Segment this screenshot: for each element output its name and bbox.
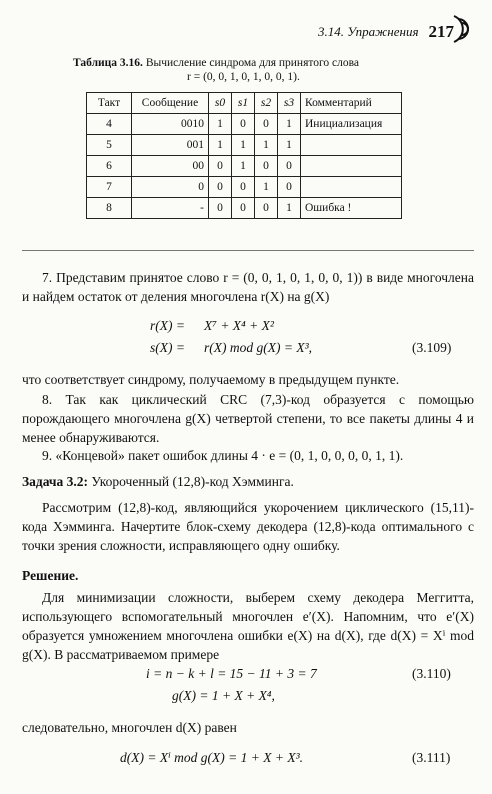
header-cell: Такт	[87, 93, 132, 114]
divider	[22, 250, 474, 251]
table-cell: 6	[87, 156, 132, 177]
equation-i: i = n − k + l = 15 − 11 + 3 = 7	[146, 666, 317, 681]
solution-paragraph-2: следовательно, многочлен d(X) равен	[22, 720, 237, 735]
equation-number: (3.111)	[412, 750, 451, 765]
header-cell: s2	[255, 93, 278, 114]
table-row	[87, 114, 402, 135]
table-cell	[301, 177, 402, 198]
table-caption	[73, 56, 443, 84]
table-cell: 0010	[132, 114, 209, 135]
table-cell	[301, 135, 402, 156]
table-cell: 1	[209, 114, 232, 135]
equation-number: (3.110)	[412, 666, 451, 681]
page-number	[429, 22, 465, 42]
table-row	[87, 177, 402, 198]
table-cell: 0	[209, 198, 232, 219]
header-cell: s3	[278, 93, 301, 114]
table-cell: 0	[255, 198, 278, 219]
syndrome-table	[86, 92, 402, 219]
table-cell: 1	[278, 114, 301, 135]
table-cell: 5	[87, 135, 132, 156]
table-cell: 1	[255, 177, 278, 198]
table-cell: 1	[278, 135, 301, 156]
solution-paragraph-1: Для минимизации сложности, выберем схему декодера Меггитта, использующего вспомогательный многочлен e′(X). Напомним, что e′(X) образуется умножением многочлена ошибки e(X) на d(X), где d(X) = Xⁱ mod g(X). В рассматриваемом примере	[22, 590, 474, 662]
equation-g: g(X) = 1 + X + X⁴,	[172, 688, 275, 703]
table-cell: 0	[255, 114, 278, 135]
table-header-row	[87, 93, 402, 114]
header-cell: s0	[209, 93, 232, 114]
table-caption-text: Вычисление синдрома для принятого слова	[145, 57, 360, 69]
table-cell: 0	[209, 177, 232, 198]
task-body: Рассмотрим (12,8)-код, являющийся укорочением циклического (15,11)-кода Хэмминга. Начертите блок-схему декодера (12,8)-кода оптимального с точки зрения сложности, исправляющего одну ошибку.	[22, 500, 474, 553]
paragraph-8: 8. Так как циклический CRC (7,3)-код образуется с помощью порождающего многочлена g(X) четвертой степени, то все пакеты длины 4 и менее обнаруживаются.	[22, 392, 474, 445]
table-cell: 0	[209, 156, 232, 177]
table-cell: 8	[87, 198, 132, 219]
table-caption-label: Таблица 3.16.	[73, 57, 143, 69]
table-cell	[301, 156, 402, 177]
table-caption-line2: r = (0, 0, 1, 0, 1, 0, 0, 1).	[187, 71, 300, 83]
table-cell: 0	[232, 177, 255, 198]
table-cell: 1	[255, 135, 278, 156]
table-cell: 0	[232, 114, 255, 135]
table-cell: 0	[132, 177, 209, 198]
table-cell: 1	[278, 198, 301, 219]
running-header	[318, 22, 464, 42]
equation-r-rhs: X⁷ + X⁴ + X²	[204, 318, 274, 333]
table-row	[87, 156, 402, 177]
paragraph-9: 9. «Концевой» пакет ошибок длины 4 · e = (0, 1, 0, 0, 0, 0, 1, 1).	[42, 448, 404, 463]
section-title: 3.14. Упражнения	[318, 24, 419, 39]
task-heading	[22, 472, 474, 491]
page-number-text: 217	[428, 22, 454, 41]
equation-d: d(X) = Xⁱ mod g(X) = 1 + X + X³.	[120, 750, 304, 765]
table-cell: -	[132, 198, 209, 219]
equation-number: (3.109)	[412, 340, 452, 355]
table-cell: Ошибка !	[301, 198, 402, 219]
header-cell: s1	[232, 93, 255, 114]
table-cell: 001	[132, 135, 209, 156]
table-cell: 0	[278, 177, 301, 198]
page-ornament-icon	[452, 14, 472, 44]
table-cell: 7	[87, 177, 132, 198]
header-cell: Комментарий	[301, 93, 402, 114]
equation-s-lhs: s(X) =	[150, 340, 185, 355]
table-cell: 1	[232, 156, 255, 177]
paragraph-7b: что соответствует синдрому, получаемому в предыдущем пункте.	[22, 372, 400, 387]
solution-heading: Решение.	[22, 568, 79, 583]
table-cell: 4	[87, 114, 132, 135]
paragraph-7: 7. Представим принятое слово r = (0, 0, 1, 0, 1, 0, 0, 1)) в виде многочлена и найдем остаток от деления многочлена r(X) на g(X)	[22, 270, 474, 304]
task-title: Укороченный (12,8)-код Хэмминга.	[91, 474, 294, 489]
table-cell: 1	[209, 135, 232, 156]
table-cell: Инициализация	[301, 114, 402, 135]
table-cell: 00	[132, 156, 209, 177]
table-cell: 0	[278, 156, 301, 177]
table-cell: 1	[232, 135, 255, 156]
table-cell: 0	[255, 156, 278, 177]
table-cell: 0	[232, 198, 255, 219]
task-label: Задача 3.2:	[22, 474, 89, 489]
header-cell: Сообщение	[132, 93, 209, 114]
equation-r-lhs: r(X) =	[150, 318, 185, 333]
table-row	[87, 135, 402, 156]
table-row	[87, 198, 402, 219]
equation-s-rhs: r(X) mod g(X) = X³,	[204, 340, 313, 355]
